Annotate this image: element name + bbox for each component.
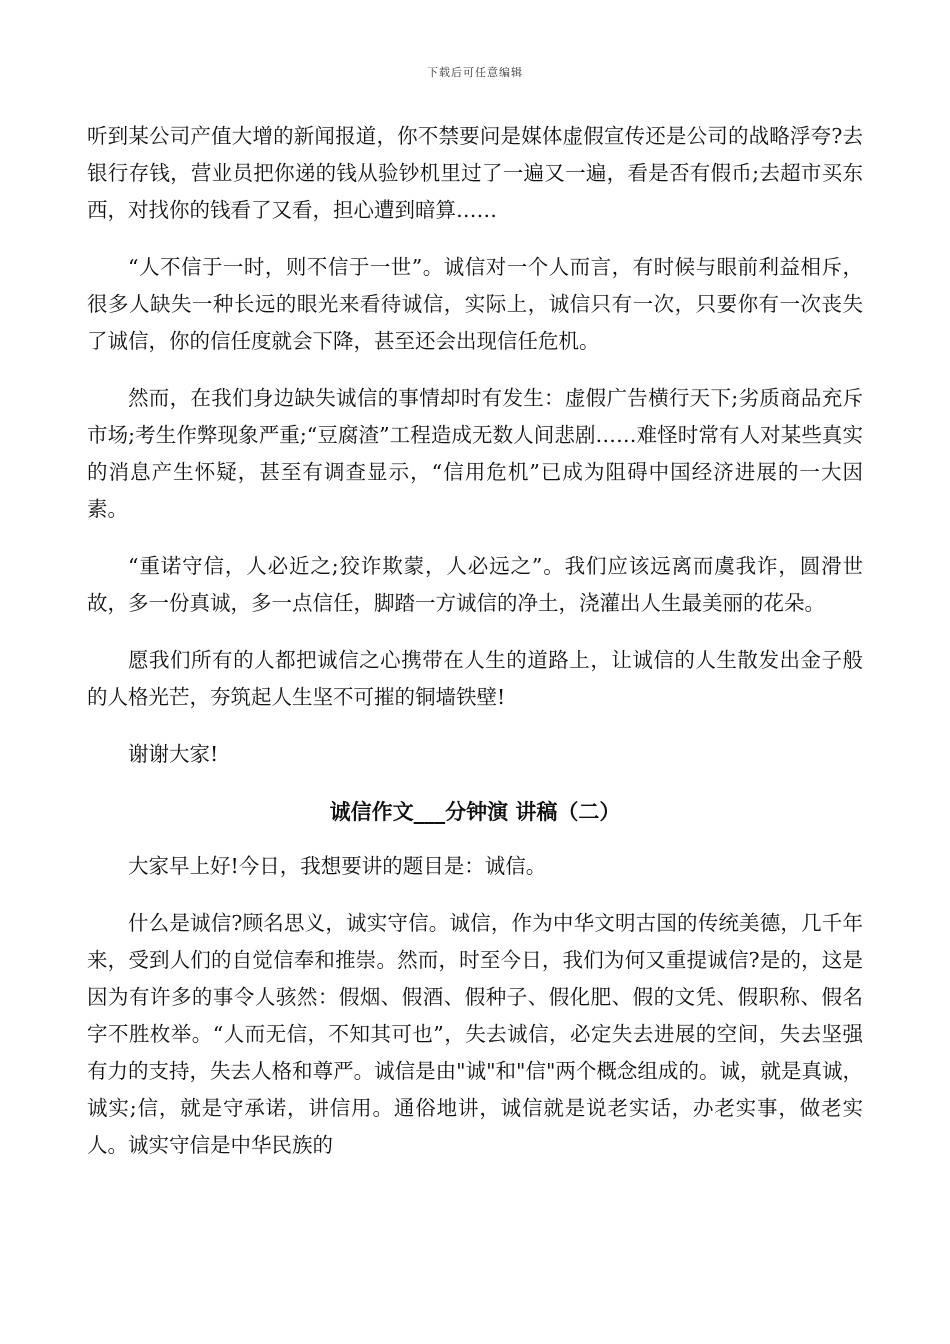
paragraph-definition: 什么是诚信?顾名思义，诚实守信。诚信，作为中华文明古国的传统美德，几千年来，受到人们的自觉信奉和推崇。然而，时至今日，我们为何又重提诚信?是的，这是因为有许多的事令人骇然：假烟、假酒、假种子、假化肥、假的文凭、假职称、假名字不胜枚举。“人而无信，不知其可也”，失去诚信，必定失去进展的空间，失去坚强有力的支持，失去人格和尊严。诚信是由"诚"和"信"两个概念组成的。诚，就是真诚，诚实;信，就是守承诺，讲信用。通俗地讲，诚信就是说老实话，办老实事，做老实人。诚实守信是中华民族的 <box>87 911 863 1157</box>
paragraph-5: 愿我们所有的人都把诚信之心携带在人生的道路上，让诚信的人生散发出金子般的人格光芒，夯筑起人生坚不可摧的铜墙铁壁! <box>87 648 863 709</box>
paragraph-1: 听到某公司产值大增的新闻报道，你不禁要问是媒体虚假宣传还是公司的战略浮夸?去银行存钱，营业员把你递的钱从验钞机里过了一遍又一遍，看是否有假币;去超市买东西，对找你的钱看了又看，担心遭到暗算…… <box>87 124 863 222</box>
paragraph-2: “人不信于一时，则不信于一世”。诚信对一个人而言，有时候与眼前利益相斥，很多人缺失一种长远的眼光来看待诚信，实际上，诚信只有一次，只要你有一次丧失了诚信，你的信任度就会下降，甚至还会出现信任危机。 <box>87 255 863 353</box>
paragraph-3: 然而，在我们身边缺失诚信的事情却时有发生：虚假广告横行天下;劣质商品充斥市场;考生作弊现象严重;“豆腐渣”工程造成无数人间悲剧……难怪时常有人对某些真实的消息产生怀疑，甚至有调查显示，“信用危机”已成为阻碍中国经济进展的一大因素。 <box>87 386 863 521</box>
page-header-note: 下载后可任意编辑 <box>427 66 523 79</box>
paragraph-4: “重诺守信，人必近之;狡诈欺蒙，人必远之”。我们应该远离而虞我诈，圆滑世故，多一份真诚，多一点信任，脚踏一方诚信的净土，浇灌出人生最美丽的花朵。 <box>87 554 863 615</box>
document-body <box>87 118 863 1184</box>
section-title: 诚信作文___分钟演 讲稿（二） <box>329 799 621 824</box>
paragraph-greeting: 大家早上好!今日，我想要讲的题目是：诚信。 <box>128 854 547 878</box>
paragraph-closing: 谢谢大家! <box>128 742 219 766</box>
